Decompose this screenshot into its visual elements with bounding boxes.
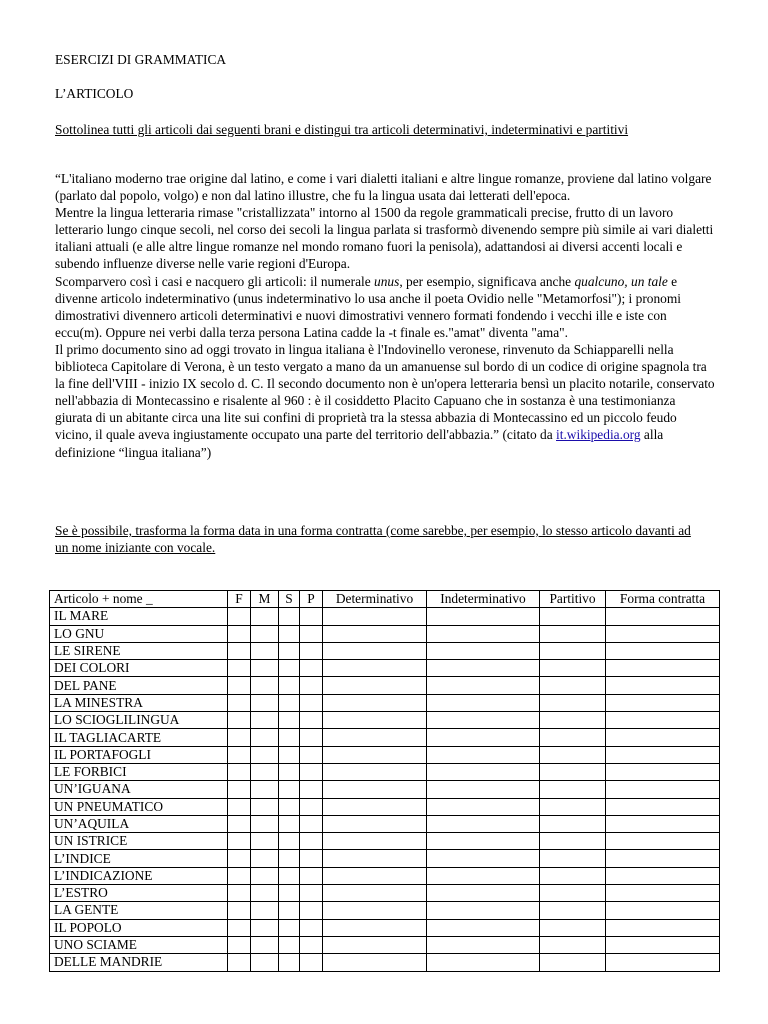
col-header-contracted: Forma contratta [606,591,720,608]
table-row [50,642,720,659]
table-row [50,815,720,832]
table-row [50,902,720,919]
answer-cell[interactable] [300,660,323,677]
article-noun-cell: UNO SCIAME [50,936,228,953]
answer-cell[interactable] [279,798,300,815]
answer-cell[interactable] [300,712,323,729]
answer-cell[interactable] [300,798,323,815]
answer-cell[interactable] [540,660,606,677]
page-subtitle: L’ARTICOLO [55,86,134,101]
answer-cell[interactable] [323,625,427,642]
answer-cell[interactable] [606,712,720,729]
answer-cell[interactable] [606,763,720,780]
answer-cell[interactable] [251,867,279,884]
answer-cell[interactable] [606,815,720,832]
answer-cell[interactable] [228,608,251,625]
answer-cell[interactable] [540,642,606,659]
answer-cell[interactable] [427,660,540,677]
answer-cell[interactable] [606,936,720,953]
answer-cell[interactable] [323,781,427,798]
answer-cell[interactable] [427,919,540,936]
answer-cell[interactable] [279,677,300,694]
passage-citation-end: alla definizione “lingua italiana”) [55,427,664,460]
table-row [50,936,720,953]
answer-cell[interactable] [228,712,251,729]
answer-cell[interactable] [540,729,606,746]
article-noun-cell: DEL PANE [50,677,228,694]
answer-cell[interactable] [228,798,251,815]
answer-cell[interactable] [279,833,300,850]
answer-cell[interactable] [300,763,323,780]
answer-cell[interactable] [300,677,323,694]
answer-cell[interactable] [251,936,279,953]
answer-cell[interactable] [251,625,279,642]
word-unus: unus [374,273,400,289]
col-header-article-noun: Articolo + nome _ [50,591,228,608]
answer-cell[interactable] [228,833,251,850]
passage-articles-a: Scomparvero così i casi e nacquero gli articoli: il numerale [55,273,375,289]
article-noun-cell: LA MINESTRA [50,694,228,711]
answer-cell[interactable] [228,954,251,971]
answer-cell[interactable] [323,642,427,659]
answer-cell[interactable] [228,902,251,919]
answer-cell[interactable] [540,954,606,971]
table-row [50,625,720,642]
answer-cell[interactable] [606,954,720,971]
answer-cell[interactable] [251,608,279,625]
answer-cell[interactable] [540,625,606,642]
answer-cell[interactable] [228,781,251,798]
article-noun-cell: LO GNU [50,625,228,642]
table-row [50,919,720,936]
answer-cell[interactable] [228,746,251,763]
answer-cell[interactable] [606,867,720,884]
answer-cell[interactable] [323,729,427,746]
answer-cell[interactable] [251,798,279,815]
answer-cell[interactable] [540,833,606,850]
table-row [50,763,720,780]
answer-cell[interactable] [323,954,427,971]
table-row [50,746,720,763]
article-noun-cell: L’INDICE [50,850,228,867]
article-noun-cell: DELLE MANDRIE [50,954,228,971]
article-noun-cell: LE SIRENE [50,642,228,659]
answer-cell[interactable] [323,798,427,815]
answer-cell[interactable] [300,815,323,832]
answer-cell[interactable] [300,729,323,746]
answer-cell[interactable] [279,625,300,642]
article-noun-cell: LO SCIOGLILINGUA [50,712,228,729]
passage-evolution: Mentre la lingua letteraria rimase "cristallizzata" intorno al 1500 da regole grammaticali precise, frutto di un lavoro letterario lungo cinque secoli, nel corso dei secoli la lingua parlata si trasformò divenendo sempre più simile ai vari dialetti italiani attuali (e alle altre lingue romanze nel mondo romano fuori la penisola), adattandosi ai diversi accenti locali e subendo influenze diverse nelle varie regioni d'Europa. [55,205,714,272]
answer-cell[interactable] [606,746,720,763]
answer-cell[interactable] [323,919,427,936]
answer-cell[interactable] [323,712,427,729]
answer-cell[interactable] [606,677,720,694]
article-noun-cell: IL POPOLO [50,919,228,936]
answer-cell[interactable] [300,833,323,850]
answer-cell[interactable] [300,642,323,659]
answer-cell[interactable] [251,694,279,711]
article-noun-cell: IL PORTAFOGLI [50,746,228,763]
answer-cell[interactable] [300,902,323,919]
answer-cell[interactable] [540,712,606,729]
answer-cell[interactable] [540,781,606,798]
answer-cell[interactable] [606,625,720,642]
answer-cell[interactable] [251,885,279,902]
answer-cell[interactable] [606,781,720,798]
word-qualcuno: qualcuno, un tale [574,273,668,289]
answer-cell[interactable] [279,746,300,763]
answer-cell[interactable] [606,660,720,677]
answer-cell[interactable] [323,850,427,867]
answer-cell[interactable] [427,867,540,884]
answer-cell[interactable] [323,677,427,694]
col-header-determinative: Determinativo [323,591,427,608]
answer-cell[interactable] [228,850,251,867]
answer-cell[interactable] [300,781,323,798]
answer-cell[interactable] [427,954,540,971]
answer-cell[interactable] [279,954,300,971]
answer-cell[interactable] [279,885,300,902]
answer-cell[interactable] [427,712,540,729]
answer-cell[interactable] [251,763,279,780]
answer-cell[interactable] [300,746,323,763]
answer-cell[interactable] [228,936,251,953]
answer-cell[interactable] [427,798,540,815]
answer-cell[interactable] [606,919,720,936]
article-noun-cell: IL MARE [50,608,228,625]
answer-cell[interactable] [606,608,720,625]
table-row [50,694,720,711]
answer-cell[interactable] [427,763,540,780]
answer-cell[interactable] [251,833,279,850]
article-noun-cell: UN’AQUILA [50,815,228,832]
table-row [50,729,720,746]
answer-cell[interactable] [251,919,279,936]
answer-cell[interactable] [300,954,323,971]
article-noun-cell: L’ESTRO [50,885,228,902]
table-row [50,954,720,971]
col-header-singular: S [279,591,300,608]
answer-cell[interactable] [540,936,606,953]
answer-cell[interactable] [427,608,540,625]
col-header-plural: P [300,591,323,608]
answer-cell[interactable] [228,642,251,659]
article-noun-cell: L’INDICAZIONE [50,867,228,884]
answer-cell[interactable] [606,885,720,902]
answer-cell[interactable] [228,660,251,677]
answer-cell[interactable] [427,781,540,798]
answer-cell[interactable] [606,902,720,919]
answer-cell[interactable] [279,660,300,677]
answer-cell[interactable] [606,833,720,850]
table-row [50,867,720,884]
answer-cell[interactable] [300,850,323,867]
answer-cell[interactable] [251,642,279,659]
answer-cell[interactable] [279,867,300,884]
article-noun-cell: UN’IGUANA [50,781,228,798]
answer-cell[interactable] [540,608,606,625]
answer-cell[interactable] [323,867,427,884]
answer-cell[interactable] [279,936,300,953]
table-row [50,660,720,677]
answer-cell[interactable] [540,694,606,711]
answer-cell[interactable] [228,885,251,902]
table-row [50,850,720,867]
instruction-contract-form: Se è possibile, trasforma la forma data in una forma contratta (come sarebbe, per esempio, lo stesso articolo davanti ad un nome iniziante con vocale. [55,523,691,555]
article-noun-cell: UN PNEUMATICO [50,798,228,815]
page-title: ESERCIZI DI GRAMMATICA [55,52,227,67]
answer-cell[interactable] [323,833,427,850]
answer-cell[interactable] [228,815,251,832]
answer-cell[interactable] [228,763,251,780]
quoted-passage [55,170,715,461]
answer-cell[interactable] [540,815,606,832]
passage-articles-c: e divenne articolo indeterminativo (unus indeterminativo lo usa anche il poeta Ovidio nelle "Metamorfosi"); i pronomi dimostrativi divennero articoli determinativi e nuovi dimostrativi vennero formati fondendo i vecchi ille e iste con eccu(m). Oppure nei verbi dalla terza persona Latina cadde la -t finale es."amat" diventa "ama". [55,273,681,340]
answer-cell[interactable] [606,850,720,867]
answer-cell[interactable] [251,902,279,919]
answer-cell[interactable] [427,729,540,746]
answer-cell[interactable] [606,729,720,746]
passage-documents-text: Il primo documento sino ad oggi trovato in lingua italiana è l'Indovinello veronese, rinvenuto da Schiapparelli nella biblioteca Capitolare di Verona, è un testo vergato a mano da un amanuense sul bordo di un codice di origine spagnola tra la fine dell'VIII - inizio IX secolo d. C. Il secondo documento non è un'opera letteraria bensì un placito notarile, conservato nell'abbazia di Montecassino e risalente al 960 : è il cosiddetto Placito Capuano che in sostanza è una testimonianza giurata di un abitante circa una lite sui confini di proprietà tra la stessa abbazia di Montecassino ed un piccolo feudo vicino, il quale aveva ingiustamente occupato una parte del territorio dell'abbazia.” (citato da [55,341,715,443]
answer-cell[interactable] [427,694,540,711]
table-row [50,677,720,694]
answer-cell[interactable] [251,815,279,832]
answer-cell[interactable] [228,694,251,711]
article-noun-cell: LA GENTE [50,902,228,919]
answer-cell[interactable] [427,850,540,867]
answer-cell[interactable] [427,746,540,763]
instruction-underline: Sottolinea tutti gli articoli dai seguenti brani e distingui tra articoli determinativi, indeterminativi e partitivi [55,122,629,137]
answer-cell[interactable] [279,712,300,729]
answer-cell[interactable] [228,729,251,746]
table-row [50,781,720,798]
answer-cell[interactable] [300,867,323,884]
answer-cell[interactable] [323,694,427,711]
answer-cell[interactable] [279,729,300,746]
article-noun-cell: IL TAGLIACARTE [50,729,228,746]
table-row [50,712,720,729]
answer-cell[interactable] [251,746,279,763]
answer-cell[interactable] [300,608,323,625]
answer-cell[interactable] [540,763,606,780]
answer-cell[interactable] [427,885,540,902]
answer-cell[interactable] [540,867,606,884]
passage-documents [55,341,715,461]
answer-cell[interactable] [323,763,427,780]
answer-cell[interactable] [279,608,300,625]
answer-cell[interactable] [279,902,300,919]
answer-cell[interactable] [228,625,251,642]
passage-articles-b: , per esempio, significava anche [399,273,575,289]
answer-cell[interactable] [427,677,540,694]
col-header-masculine: M [251,591,279,608]
answer-cell[interactable] [427,815,540,832]
answer-cell[interactable] [251,850,279,867]
answer-cell[interactable] [300,625,323,642]
answer-cell[interactable] [540,746,606,763]
answer-cell[interactable] [251,954,279,971]
answer-cell[interactable] [427,642,540,659]
answer-cell[interactable] [323,902,427,919]
answer-cell[interactable] [427,833,540,850]
answer-cell[interactable] [251,729,279,746]
answer-cell[interactable] [323,746,427,763]
table-row [50,833,720,850]
answer-cell[interactable] [251,677,279,694]
answer-cell[interactable] [279,815,300,832]
answer-cell[interactable] [606,642,720,659]
answer-cell[interactable] [540,798,606,815]
passage-origin: “L'italiano moderno trae origine dal latino, e come i vari dialetti italiani e altre lingue romanze, proviene dal latino volgare (parlato dal popolo, volgo) e non dal latino illustre, che fu la lingua usata dai letterati dell'epoca. [55,171,712,204]
answer-cell[interactable] [228,867,251,884]
answer-cell[interactable] [323,660,427,677]
answer-cell[interactable] [228,919,251,936]
answer-cell[interactable] [606,798,720,815]
answer-cell[interactable] [251,660,279,677]
table-header-row [50,591,720,608]
answer-cell[interactable] [540,850,606,867]
article-noun-cell: DEI COLORI [50,660,228,677]
answer-cell[interactable] [251,712,279,729]
answer-cell[interactable] [323,936,427,953]
table-row [50,885,720,902]
article-noun-cell: LE FORBICI [50,763,228,780]
answer-cell[interactable] [540,919,606,936]
answer-cell[interactable] [279,919,300,936]
answer-cell[interactable] [323,608,427,625]
answer-cell[interactable] [540,902,606,919]
wikipedia-link[interactable]: it.wikipedia.org [556,427,641,443]
answer-cell[interactable] [300,885,323,902]
answer-cell[interactable] [323,815,427,832]
article-exercise-table [49,590,720,972]
answer-cell[interactable] [540,885,606,902]
answer-cell[interactable] [427,625,540,642]
answer-cell[interactable] [300,936,323,953]
answer-cell[interactable] [228,677,251,694]
answer-cell[interactable] [606,694,720,711]
table-row [50,608,720,625]
answer-cell[interactable] [540,677,606,694]
answer-cell[interactable] [251,781,279,798]
table-row [50,798,720,815]
answer-cell[interactable] [323,885,427,902]
col-header-feminine: F [228,591,251,608]
answer-cell[interactable] [279,850,300,867]
answer-cell[interactable] [279,642,300,659]
passage-articles [55,273,715,341]
answer-cell[interactable] [279,763,300,780]
answer-cell[interactable] [427,936,540,953]
article-noun-cell: UN ISTRICE [50,833,228,850]
answer-cell[interactable] [427,902,540,919]
answer-cell[interactable] [279,781,300,798]
answer-cell[interactable] [279,694,300,711]
answer-cell[interactable] [300,694,323,711]
answer-cell[interactable] [300,919,323,936]
col-header-partitive: Partitivo [540,591,606,608]
col-header-indeterminative: Indeterminativo [427,591,540,608]
